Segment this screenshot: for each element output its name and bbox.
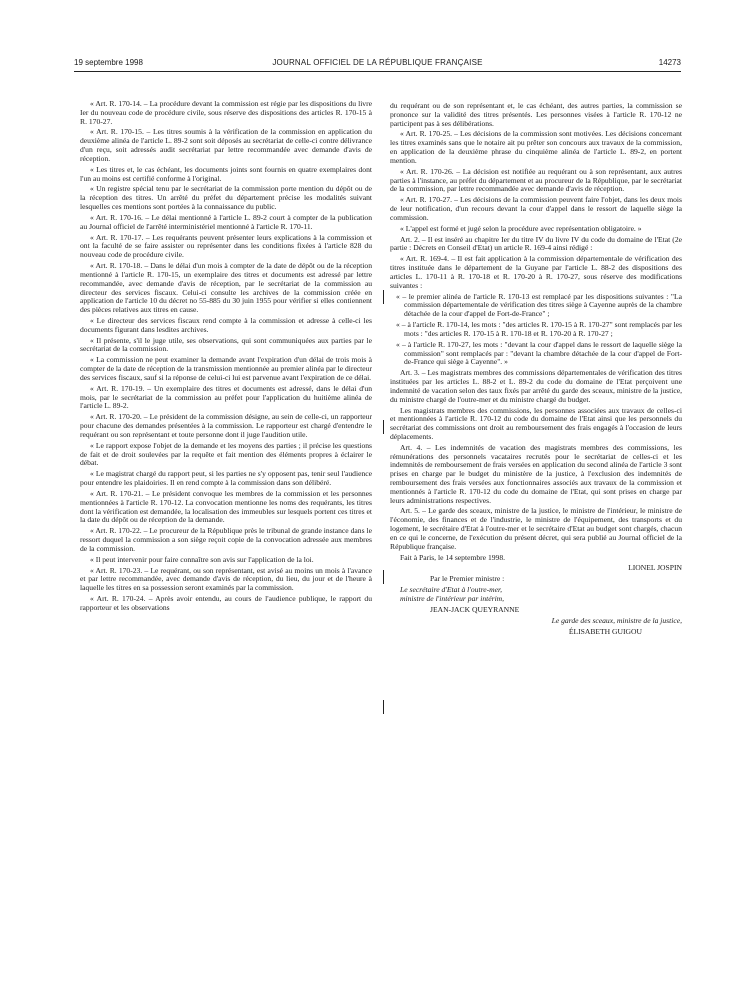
par-le-premier-ministre: Par le Premier ministre : xyxy=(430,574,505,584)
paragraph: « Le directeur des services fiscaux rend compte à la commission et adresse à celle-ci les documents figurant dans lesdites archives. xyxy=(80,315,372,334)
margin-marker xyxy=(383,290,384,304)
paragraph: « Il peut intervenir pour faire connaître son avis sur l'application de la loi. xyxy=(90,554,314,564)
header-page-number: 14273 xyxy=(658,58,681,67)
paragraph: « Il présente, s'il le juge utile, ses observations, qui sont communiquées aux parties par le secrétariat de la commission. xyxy=(80,335,372,354)
role-2: Le garde des sceaux, ministre de la justice, xyxy=(551,615,682,625)
paragraph: « Art. R. 170-16. – Le délai mentionné à l'article L. 89-2 court à compter de la publication au Journal officiel de l'arrêté interministériel mentionné à l'article R. 170-11. xyxy=(80,212,372,231)
paragraph: « Art. R. 170-20. – Le président de la commission désigne, au sein de celle-ci, un rapporteur pour chacune des demandes présentées à la commission. Le rapporteur est chargé d'entendre le requérant ou son représentant et toute personne dont il juge l'audition utile. xyxy=(80,412,372,439)
place-date: Fait à Paris, le 14 septembre 1998. xyxy=(400,552,506,562)
name-1: JEAN-JACK QUEYRANNE xyxy=(430,604,520,614)
paragraph: « Art. R. 170-23. – Le requérant, ou son représentant, est avisé au moins un mois à l'avance et par lettre recommandée, avec demande d'avis de réception, du lieu, du jour et de l'heure à laquelle les titres en sa possession seront examinés par la commission. xyxy=(80,565,372,593)
paragraph: « Art. R. 170-15. – Les titres soumis à la vérification de la commission en application du deuxième alinéa de l'article L. 89-2 sont soit déposés au secrétariat de celle-ci contre délivrance d'un reçu, soit adressés audit secrétariat par lettre recommandée avec demande d'avis de réception. xyxy=(80,127,372,163)
paragraph: « Art. R. 170-22. – Le procureur de la République près le tribunal de grande instance dans le ressort duquel la commission a son siège reçoit copie de la convocation adressée aux membres de la commission. xyxy=(80,526,372,553)
header-title: JOURNAL OFFICIEL DE LA RÉPUBLIQUE FRANÇAISE xyxy=(272,58,483,67)
role-1b: ministre de l'intérieur par intérim, xyxy=(400,594,505,604)
paragraph: « Art. R. 170-19. – Un exemplaire des titres et documents est adressé, dans le délai d'un mois, par le secrétariat de la commission au préfet pour l'application du huitième alinéa de l'article L. 89-2. xyxy=(80,383,372,411)
paragraph: Les magistrats membres des commissions, les personnes associées aux travaux de celles-ci et mentionnées à l'article R. 170-12 du code du domaine de l'Etat ainsi que les personnels du secrétariat des commissions ont droit au remboursement des frais engagés à l'occasion de leurs déplacements. xyxy=(390,405,682,441)
left-column xyxy=(80,100,372,615)
right-column xyxy=(390,102,682,639)
article-5: Art. 5. – Le garde des sceaux, ministre de la justice, le ministre de l'intérieur, le ministre de l'économie, des finances et de l'industrie, le ministre de l'équipement, des transports et du logement, le secrétaire d'Etat à l'outre-mer et le secrétaire d'Etat au budget sont chargés, chacun en ce qui le concerne, de l'exécution du présent décret, qui sera publié au Journal officiel de la République française. xyxy=(390,506,682,551)
paragraph: « Le magistrat chargé du rapport peut, si les parties ne s'y opposent pas, tenir seul l'audience pour entendre les plaidoiries. Il en rend compte à la commission dans son délibéré. xyxy=(80,469,372,488)
paragraph: « Art. R. 170-27. – Les décisions de la commission peuvent faire l'objet, dans les deux mois de leur notification, d'un recours devant la cour d'appel dans le ressort de laquelle siège la commission. xyxy=(390,195,682,222)
paragraph: « Art. R. 170-21. – Le président convoque les membres de la commission et les personnes mentionnées à l'article R. 170-12. La convocation mentionne les noms des requérants, les titres dont la vérification est demandée, la localisation des immeubles sur lesquels portent ces titres et la date du dépôt ou de réception de la demande. xyxy=(80,488,372,525)
list-item: « – le premier alinéa de l'article R. 170-13 est remplacé par les dispositions suivantes : "La commission départementale de vérification des titres siège à Cayenne auprès de la chambre détachée de la cour d'appel de Fort-de-France" ; xyxy=(396,291,682,319)
signer-name: LIONEL JOSPIN xyxy=(628,563,682,573)
paragraph: « La commission ne peut examiner la demande avant l'expiration d'un délai de trois mois à compter de la date de réception de la transmission mentionnée au premier alinéa par le directeur des services fiscaux, sauf si la réponse de celui-ci lui est parvenue avant l'expiration de ce délai. xyxy=(80,355,372,382)
paragraph: « Un registre spécial tenu par le secrétariat de la commission porte mention du dépôt ou de la réception des titres. Un arrêté du préfet du département précise les modalités suivant lesquelles ces mentions sont portées à la connaissance du public. xyxy=(80,184,372,212)
paragraph: « Art. R. 170-17. – Les requérants peuvent présenter leurs explications à la commission et ont la faculté de se faire assister ou représenter dans les conditions fixées à l'article 828 du nouveau code de procédure civile. xyxy=(80,232,372,260)
role-1a: Le secrétaire d'Etat à l'outre-mer, xyxy=(400,585,503,595)
margin-marker xyxy=(383,420,384,434)
paragraph: « Art. R. 170-26. – La décision est notifiée au requérant ou à son représentant, aux autres parties à l'instance, au préfet du département et au procureur de la République, par le secrétariat de la commission, par lettre recommandée avec demande d'avis de réception. xyxy=(390,166,682,194)
article-4: Art. 4. – Les indemnités de vacation des magistrats membres des commissions, les rémunérations des personnels vacataires recrutés pour le secrétariat de celles-ci et les indemnités de remboursement de frais versées en application du second alinéa de l'article 3 sont prises en charge par le budget du ministère de la justice, à l'exclusion des indemnités de remboursement des frais versées aux fonctionnaires associés aux travaux de la commission et mentionnés à l'article R. 170-12 du code du domaine de l'Etat, qui sont prises en charge par leurs administrations respectives. xyxy=(390,442,682,505)
article-3: Art. 3. – Les magistrats membres des commissions départementales de vérification des titres instituées par les articles L. 88-2 et L. 89-2 du code du domaine de l'Etat perçoivent une indemnité de vacation selon des taux fixés par arrêté du garde des sceaux, ministre de la justice, du ministre chargé de l'outre-mer et du ministre chargé du budget. xyxy=(390,368,682,404)
article-2: Art. 2. – Il est inséré au chapitre Ier du titre IV du livre IV du code du domaine de l'Etat (2e partie : Décrets en Conseil d'Etat) un article R. 169-4 ainsi rédigé : xyxy=(390,234,682,253)
name-2: ÉLISABETH GUIGOU xyxy=(568,626,642,636)
paragraph: « Art. R. 170-25. – Les décisions de la commission sont motivées. Les décisions concernant les titres examinés sans que le notaire ait pu prêter son concours aux travaux de la commission, en application de la deuxième phrase du cinquième alinéa de l'article L. 89-2, en portent mention. xyxy=(390,129,682,165)
paragraph: « L'appel est formé et jugé selon la procédure avec représentation obligatoire. » xyxy=(400,223,642,233)
paragraph: « Art. R. 170-14. – La procédure devant la commission est régie par les dispositions du livre Ier du nouveau code de procédure civile, sous réserve des dispositions des articles R. 170-15 à R. 170-27. xyxy=(80,99,372,126)
margin-marker xyxy=(383,700,384,714)
paragraph: « Art. R. 170-24. – Après avoir entendu, au cours de l'audience publique, le rapport du rapporteur et les observations xyxy=(80,594,372,612)
list-item: « – à l'article R. 170-27, les mots : "devant la cour d'appel dans le ressort de laquelle siège la commission" sont remplacés par : "devant la chambre détachée de la cour d'appel de Fort-de-France qui siège à Cayenne". » xyxy=(396,339,682,367)
margin-marker xyxy=(383,570,384,584)
page-header xyxy=(74,58,681,70)
paragraph: du requérant ou de son représentant et, le cas échéant, des autres parties, la commission se prononce sur la validité des titres présentés. Les personnes visées à l'article R. 170-12 ne participent pas à ses délibérations. xyxy=(390,101,682,128)
header-rule xyxy=(74,71,681,72)
paragraph: « Art. R. 170-18. – Dans le délai d'un mois à compter de la date de dépôt ou de la réception mentionné à l'article R. 170-15, un exemplaire des titres et documents est adressé par lettre recommandée, avec demande d'avis de réception, par le secrétariat de la commission au directeur des services fiscaux. Celui-ci consulte les archives de la commission créée en application de l'article 10 du décret no 55-885 du 30 juin 1955 pour vérifier si elles contiennent des pièces relatives aux titres en cause. xyxy=(80,261,372,315)
list-item: « – à l'article R. 170-14, les mots : "des articles R. 170-15 à R. 170-27" sont remplacés par les mots : "des articles R. 170-15 à R. 170-18 et R. 170-20 à R. 170-27 ; xyxy=(396,320,682,338)
paragraph: « Art. R. 169-4. – Il est fait application à la commission départementale de vérification des titres instituée dans le département de la Guyane par l'article L. 88-2 des dispositions des articles L. 170-11 à R. 170-18 et R. 170-20 à R. 170-27, sous réserve des modifications suivantes : xyxy=(390,254,682,290)
paragraph: « Les titres et, le cas échéant, les documents joints sont fournis en quatre exemplaires dont l'un au moins est certifié conforme à l'original. xyxy=(80,164,372,183)
header-date: 19 septembre 1998 xyxy=(74,58,143,67)
paragraph: « Le rapport expose l'objet de la demande et les moyens des parties ; il précise les questions de fait et de droit soulevées par la requête et fait mention des éléments propres à éclairer le débat. xyxy=(80,440,372,468)
